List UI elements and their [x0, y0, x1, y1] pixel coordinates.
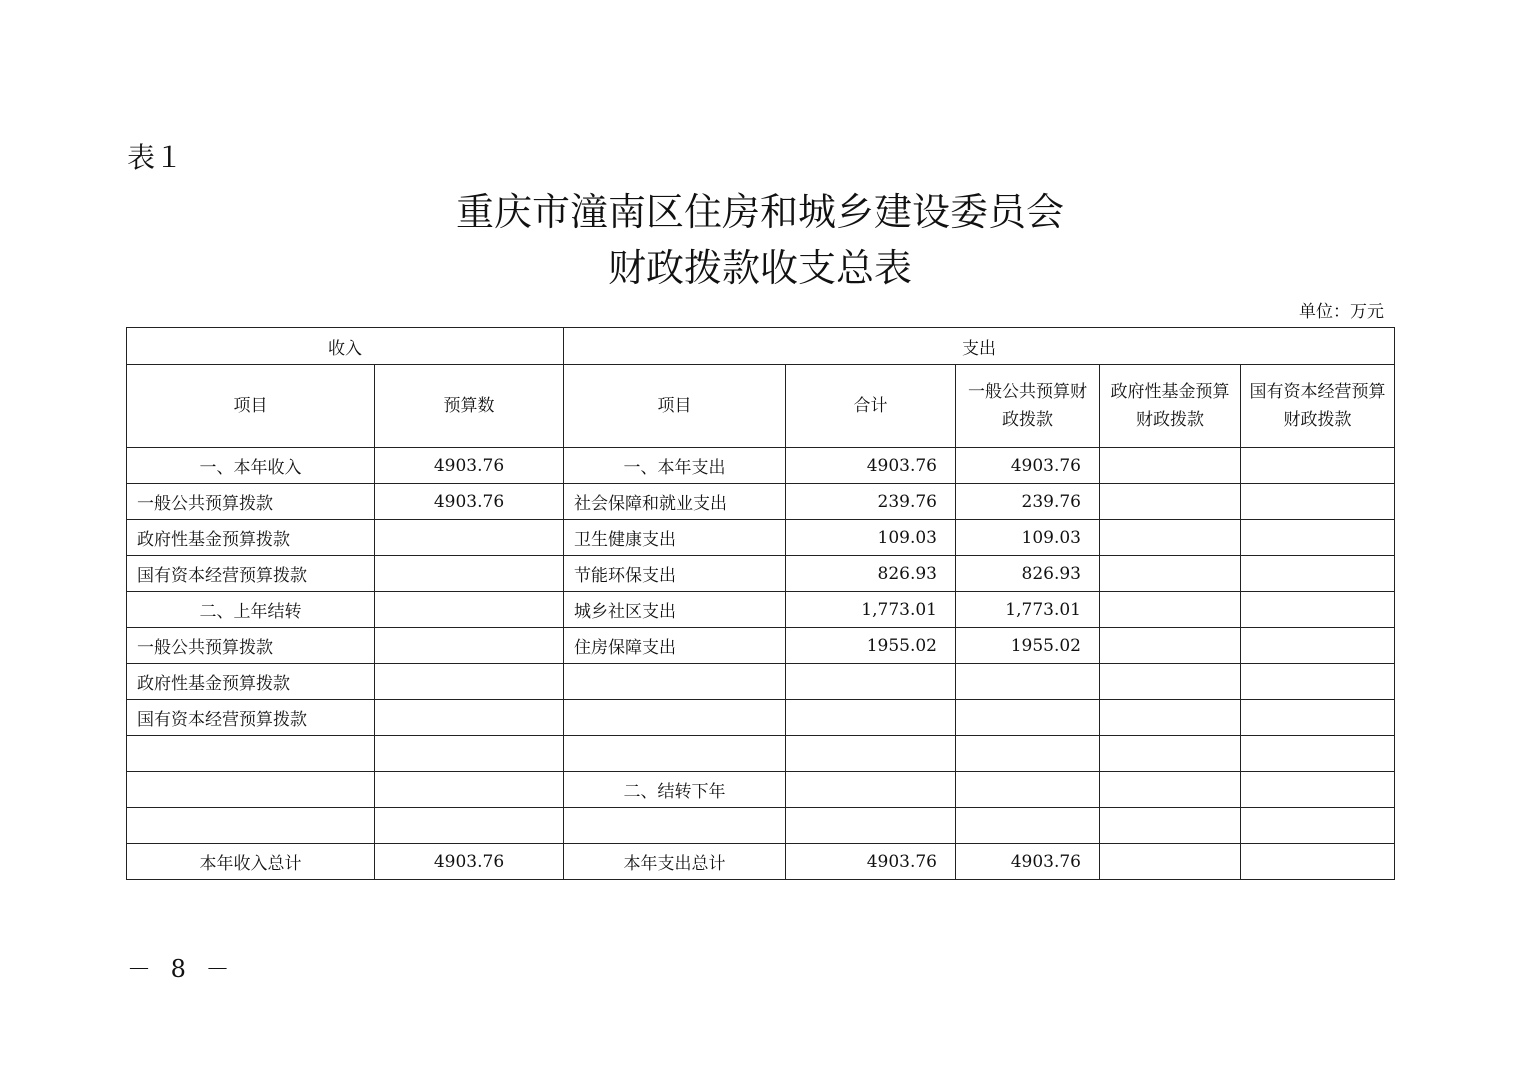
cell-exp-state-capital [1241, 520, 1395, 556]
cell-exp-total: 4903.76 [786, 448, 956, 484]
cell-exp-general: 1955.02 [956, 628, 1100, 664]
income-group-header: 收入 [127, 328, 564, 365]
cell-exp-gov-fund [1100, 808, 1241, 844]
cell-income-budget [375, 664, 564, 700]
cell-exp-gov-fund [1100, 556, 1241, 592]
cell-income-budget: 4903.76 [375, 844, 564, 880]
cell-income-budget: 4903.76 [375, 448, 564, 484]
document-title-line2: 财政拨款收支总表 [607, 246, 912, 290]
cell-exp-total: 239.76 [786, 484, 956, 520]
cell-income-budget [375, 808, 564, 844]
table-row [127, 736, 1395, 772]
cell-exp-item: 社会保障和就业支出 [564, 484, 786, 520]
cell-exp-total [786, 664, 956, 700]
cell-exp-general: 826.93 [956, 556, 1100, 592]
cell-income-budget [375, 772, 564, 808]
budget-table [126, 327, 1395, 880]
cell-exp-item: 住房保障支出 [564, 628, 786, 664]
cell-exp-item: 二、结转下年 [564, 772, 786, 808]
cell-income-budget [375, 628, 564, 664]
cell-exp-state-capital [1241, 556, 1395, 592]
cell-income-budget [375, 520, 564, 556]
cell-exp-state-capital [1241, 772, 1395, 808]
cell-income-item: 政府性基金预算拨款 [127, 520, 375, 556]
cell-income-item: 国有资本经营预算拨款 [127, 700, 375, 736]
cell-exp-total [786, 700, 956, 736]
group-header-row [127, 328, 1395, 365]
cell-exp-gov-fund [1100, 736, 1241, 772]
cell-exp-state-capital [1241, 808, 1395, 844]
cell-income-item: 二、上年结转 [127, 592, 375, 628]
cell-exp-gov-fund [1100, 700, 1241, 736]
table-row [127, 484, 1395, 520]
cell-income-item [127, 808, 375, 844]
col-header-income-item: 项目 [127, 365, 375, 448]
table-row [127, 556, 1395, 592]
cell-exp-state-capital [1241, 664, 1395, 700]
cell-exp-general [956, 772, 1100, 808]
cell-exp-general: 4903.76 [956, 844, 1100, 880]
cell-exp-total: 1955.02 [786, 628, 956, 664]
cell-income-item: 一、本年收入 [127, 448, 375, 484]
cell-exp-gov-fund [1100, 484, 1241, 520]
cell-exp-state-capital [1241, 844, 1395, 880]
cell-exp-gov-fund [1100, 448, 1241, 484]
table-row [127, 520, 1395, 556]
cell-exp-total [786, 808, 956, 844]
cell-exp-state-capital [1241, 448, 1395, 484]
table-row [127, 448, 1395, 484]
cell-income-budget [375, 556, 564, 592]
col-header-income-budget: 预算数 [375, 365, 564, 448]
cell-exp-state-capital [1241, 592, 1395, 628]
col-header-exp-total: 合计 [786, 365, 956, 448]
cell-income-budget [375, 700, 564, 736]
cell-exp-item [564, 700, 786, 736]
cell-exp-state-capital [1241, 736, 1395, 772]
table-row [127, 664, 1395, 700]
cell-exp-item [564, 664, 786, 700]
table-row [127, 700, 1395, 736]
cell-exp-total [786, 772, 956, 808]
table-row [127, 628, 1395, 664]
cell-exp-item [564, 736, 786, 772]
cell-exp-item: 一、本年支出 [564, 448, 786, 484]
unit-label: 单位：万元 [1299, 302, 1384, 322]
cell-exp-total: 826.93 [786, 556, 956, 592]
cell-exp-item: 本年支出总计 [564, 844, 786, 880]
cell-exp-total: 1,773.01 [786, 592, 956, 628]
col-header-exp-state-capital: 国有资本经营预算财政拨款 [1241, 365, 1395, 448]
cell-exp-gov-fund [1100, 772, 1241, 808]
cell-exp-general: 239.76 [956, 484, 1100, 520]
col-header-exp-item: 项目 [564, 365, 786, 448]
cell-income-item [127, 772, 375, 808]
cell-exp-general: 109.03 [956, 520, 1100, 556]
cell-exp-item: 城乡社区支出 [564, 592, 786, 628]
cell-exp-total: 109.03 [786, 520, 956, 556]
table-row [127, 844, 1395, 880]
cell-income-item: 一般公共预算拨款 [127, 484, 375, 520]
cell-income-budget [375, 736, 564, 772]
cell-exp-state-capital [1241, 484, 1395, 520]
cell-income-item [127, 736, 375, 772]
cell-exp-general [956, 700, 1100, 736]
cell-exp-gov-fund [1100, 628, 1241, 664]
cell-exp-general [956, 736, 1100, 772]
cell-exp-general [956, 664, 1100, 700]
cell-exp-total [786, 736, 956, 772]
cell-income-item: 本年收入总计 [127, 844, 375, 880]
table-row [127, 592, 1395, 628]
cell-exp-item: 卫生健康支出 [564, 520, 786, 556]
table-row [127, 772, 1395, 808]
cell-exp-gov-fund [1100, 664, 1241, 700]
cell-income-item: 政府性基金预算拨款 [127, 664, 375, 700]
cell-income-budget: 4903.76 [375, 484, 564, 520]
cell-income-budget [375, 592, 564, 628]
cell-exp-state-capital [1241, 700, 1395, 736]
cell-income-item: 一般公共预算拨款 [127, 628, 375, 664]
cell-exp-total: 4903.76 [786, 844, 956, 880]
cell-exp-general [956, 808, 1100, 844]
cell-exp-state-capital [1241, 628, 1395, 664]
col-header-exp-general: 一般公共预算财政拨款 [956, 365, 1100, 448]
cell-exp-gov-fund [1100, 520, 1241, 556]
column-header-row [127, 365, 1395, 448]
col-header-exp-gov-fund: 政府性基金预算财政拨款 [1100, 365, 1241, 448]
cell-income-item: 国有资本经营预算拨款 [127, 556, 375, 592]
expenditure-group-header: 支出 [564, 328, 1395, 365]
cell-exp-general: 1,773.01 [956, 592, 1100, 628]
cell-exp-gov-fund [1100, 844, 1241, 880]
table-row [127, 808, 1395, 844]
cell-exp-general: 4903.76 [956, 448, 1100, 484]
cell-exp-gov-fund [1100, 592, 1241, 628]
page-number: － 8 － [127, 955, 236, 983]
cell-exp-item: 节能环保支出 [564, 556, 786, 592]
document-title-line1: 重庆市潼南区住房和城乡建设委员会 [455, 190, 1064, 234]
table-label: 表１ [127, 141, 184, 174]
cell-exp-item [564, 808, 786, 844]
